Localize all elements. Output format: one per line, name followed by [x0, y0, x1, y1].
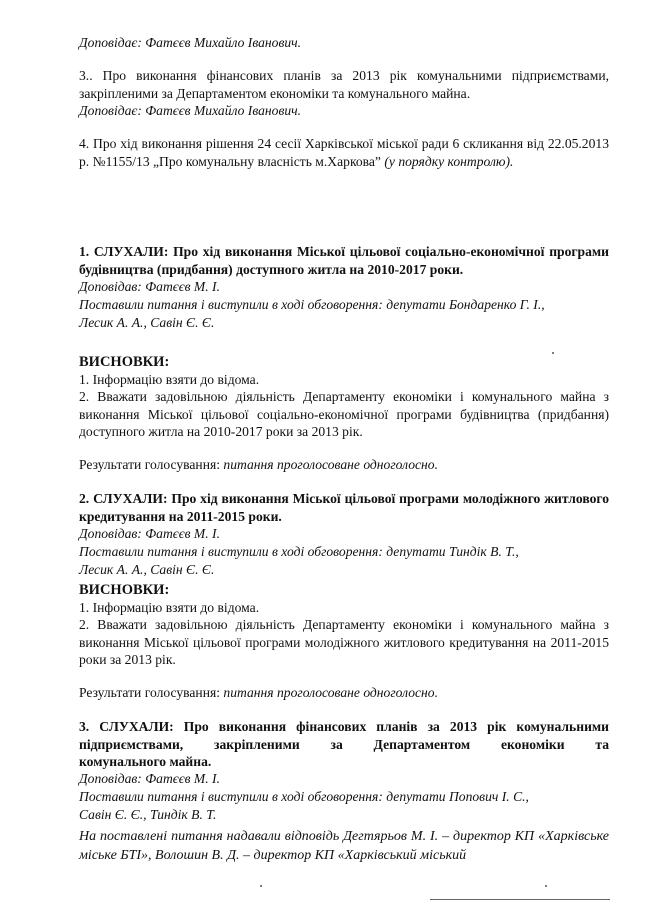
section1-conclusion-1: 1. Інформацію взяти до відома.: [79, 372, 260, 387]
section3-heading-line1: 3. СЛУХАЛИ: Про виконання фінансових планів за 2013 рік комунальними: [79, 719, 609, 734]
section2-vote-label: Результати голосування:: [79, 685, 221, 700]
section3-answers: На поставлені питання надавали відповідь Дегтярьов М. І. – директор КП «Харківське міське БТІ», Волошин В. Д. – директор КП «Харківський міський: [79, 829, 609, 863]
section1-discussion: [79, 296, 609, 331]
section1-vote-label: Результати голосування:: [79, 457, 221, 472]
section2-discussion: [79, 543, 609, 578]
section2-conclusion-2: 2. Вважати задовільною діяльність Департаменту економіки і комунального майна з виконання Міської цільової програми молодіжного житлового кредитування на 2011-2015 роки за 2013 рік.: [79, 617, 609, 667]
agenda-item-4-note: (у порядку контролю).: [384, 153, 514, 169]
scan-edge-line: [430, 899, 610, 900]
agenda-item-4: [79, 135, 609, 170]
section2-vote-result: питання проголосоване одноголосно.: [223, 685, 438, 700]
section2-heading: 2. СЛУХАЛИ: Про хід виконання Міської цільової програми молодіжного житлового кредитування на 2011-2015 роки.: [79, 491, 609, 524]
section3-discussion-line1: Поставили питання і виступили в ході обговорення: депутати Попович І. С.,: [79, 789, 529, 804]
section2-vote: [79, 684, 609, 702]
section1-discussion-line2: Лесик А. А., Савін Є. Є.: [79, 314, 215, 330]
section3-speaker: Доповідав: Фатєєв М. І.: [79, 771, 220, 786]
scan-dot: [552, 352, 554, 354]
section2-conclusions-title: ВИСНОВКИ:: [79, 582, 170, 598]
section1-conclusion-2: 2. Вважати задовільною діяльність Департаменту економіки і комунального майна з виконання Міської цільової соціально-економічної програми будівництва (придбання) доступного житла на 2010-2017 роки за 2013 рік.: [79, 389, 609, 439]
scan-dot: [545, 885, 547, 887]
section1-vote: [79, 456, 609, 474]
agenda-item-3-speaker: Доповідає: Фатєєв Михайло Іванович.: [79, 103, 302, 118]
section3-discussion: [79, 788, 609, 823]
section2-conclusion-1: 1. Інформацію взяти до відома.: [79, 600, 260, 615]
section1-heading: 1. СЛУХАЛИ: Про хід виконання Міської цільової соціально-економічної програми будівництва (придбання) доступного житла на 2010-2017 роки.: [79, 244, 609, 277]
agenda-speaker-top: Доповідає: Фатєєв Михайло Іванович.: [79, 35, 302, 50]
section2-discussion-line2: Лесик А. А., Савін Є. Є.: [79, 561, 215, 577]
section1-discussion-line1: Поставили питання і виступили в ході обговорення: депутати Бондаренко Г. І.,: [79, 297, 545, 312]
agenda-item-4-text: 4. Про хід виконання рішення 24 сесії Харківської міської ради 6 скликання від 22.05.2013 р. №1155/13 „Про комунальну власність м.Харкова”: [79, 136, 609, 169]
section2-speaker: Доповідав: Фатєєв М. І.: [79, 526, 220, 541]
section3-heading-line2: підприємствами, закріпленими за Департаментом економіки та: [79, 736, 609, 752]
section2-discussion-line1: Поставили питання і виступили в ході обговорення: депутати Тиндік В. Т.,: [79, 544, 519, 559]
section3-discussion-line2: Савін Є. Є., Тиндік В. Т.: [79, 806, 217, 822]
section3-heading: [79, 718, 609, 771]
section1-conclusions-title: ВИСНОВКИ:: [79, 354, 170, 370]
scan-dot: [260, 885, 262, 887]
section1-speaker: Доповідав: Фатєєв М. І.: [79, 279, 220, 294]
agenda-item-3: 3.. Про виконання фінансових планів за 2013 рік комунальними підприємствами, закріпленими за Департаментом економіки та комунального майна.: [79, 68, 609, 101]
section1-vote-result: питання проголосоване одноголосно.: [223, 457, 438, 472]
section3-heading-line3: комунального майна.: [79, 754, 212, 769]
